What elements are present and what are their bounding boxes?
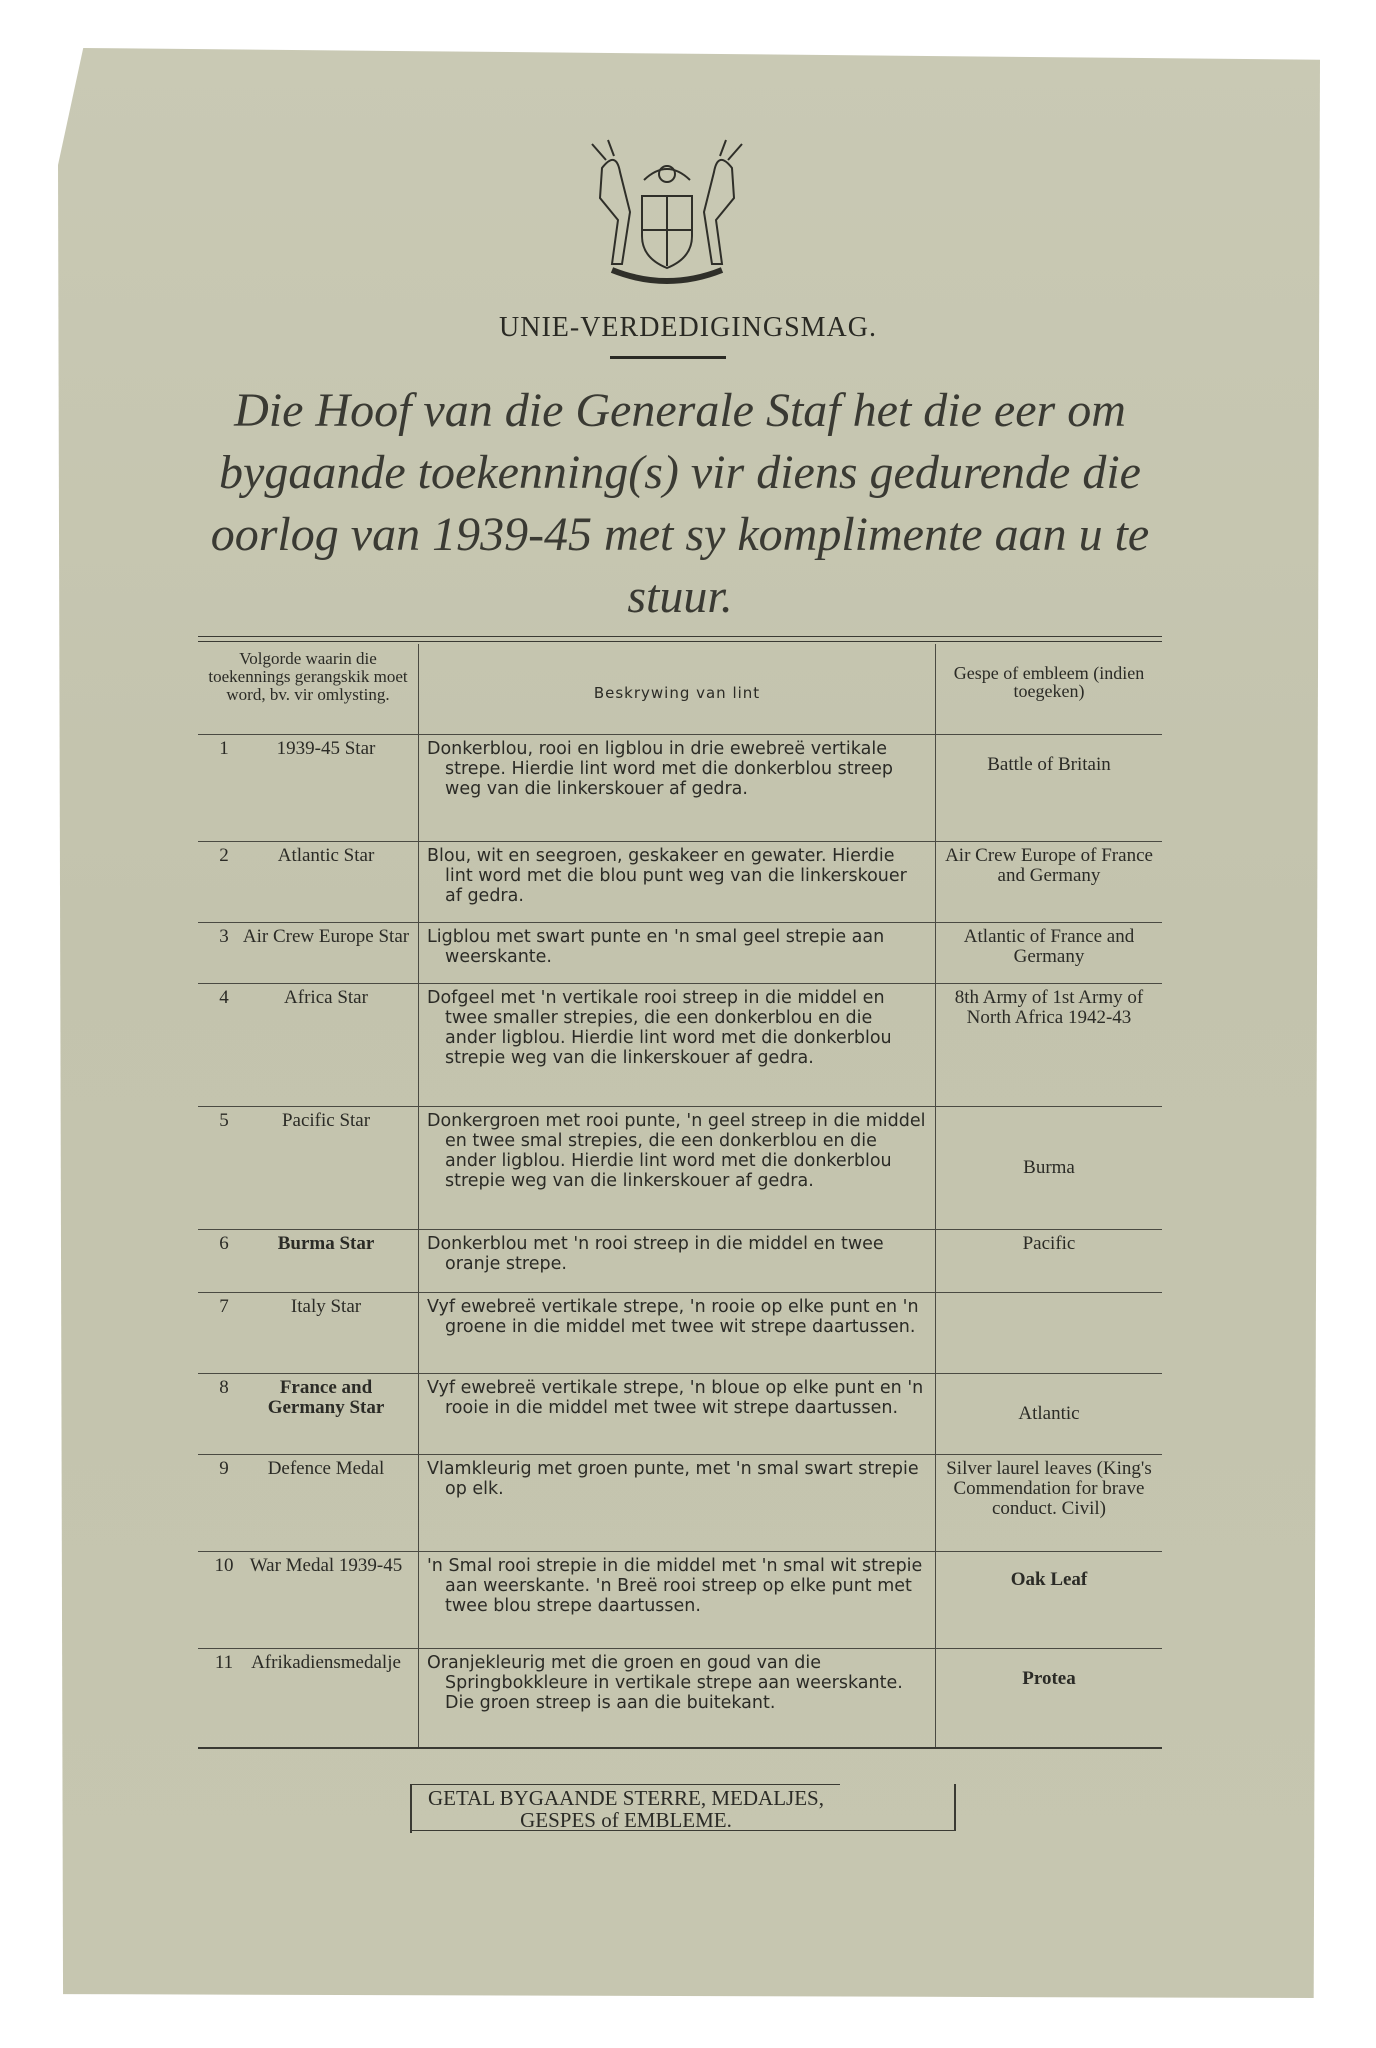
ribbon-description: Donkergroen met rooi punte, 'n geel streep in die middel en twee smal strepies, die een donkerblou en die ander ligblou. Hierdie lint word met die donkerblou strepie weg van die linkerskouer af gedra. (418, 1107, 936, 1229)
table-row (198, 1649, 1162, 1749)
awards-table (198, 644, 1162, 1749)
clasp-name: Burma (1023, 1157, 1075, 1178)
ribbon-description: Vyf ewebreë vertikale strepe, 'n rooie op elke punt en 'n groene in die middel met twee wit strepe daartussen. (418, 1293, 936, 1373)
award-name: War Medal 1939-45 (249, 1555, 403, 1576)
ribbon-description: 'n Smal rooi strepie in die middel met 'n smal wit strepie aan weerskante. 'n Breë rooi streep op elke punt met twee blou strepe daartussen. (418, 1552, 936, 1648)
award-name: Defence Medal (267, 1458, 385, 1479)
award-name: Atlantic Star (277, 845, 375, 866)
header-order: Volgorde waarin die toekennings gerangskik moet word, bv. vir omlysting. (208, 649, 408, 704)
clasp-name: Battle of Britain (987, 754, 1111, 775)
ribbon-description: Dofgeel met 'n vertikale rooi streep in die middel en twee smaller strepies, die een donkerblou en die ander ligblou. Hierdie lint word met die donkerblou strepie weg van die linkerskouer af gedra. (418, 984, 936, 1106)
row-number: 10 (214, 1555, 234, 1576)
row-number: 11 (214, 1652, 234, 1673)
table-row (198, 923, 1162, 984)
table-row (198, 1230, 1162, 1293)
ribbon-description: Vlamkleurig met groen punte, met 'n smal swart strepie op elk. (418, 1455, 936, 1551)
clasp-name (936, 1293, 1162, 1373)
row-number: 5 (219, 1110, 229, 1131)
table-row (198, 1293, 1162, 1374)
clasp-name: Protea (1022, 1668, 1076, 1689)
clasp-name: Air Crew Europe of France and Germany (945, 845, 1153, 886)
award-name: Africa Star (284, 987, 368, 1008)
clasp-name: 8th Army of 1st Army of North Africa 1942-43 (954, 987, 1144, 1028)
award-name: Air Crew Europe Star (242, 926, 410, 947)
row-number: 4 (219, 987, 229, 1008)
row-number: 8 (219, 1377, 229, 1398)
clasp-name: Atlantic of France and Germany (963, 926, 1135, 967)
row-number: 1 (219, 738, 229, 759)
union-coat-of-arms-icon (582, 138, 752, 286)
ribbon-description: Donkerblou, rooi en ligblou in drie ewebreë vertikale strepe. Hierdie lint word met die donkerblou streep weg van die linkerskouer af gedra. (418, 735, 936, 841)
table-row (198, 1107, 1162, 1230)
page-title: Die Hoof van die Generale Staf het die eer om bygaande toekenning(s) vir diens gedurende die oorlog van 1939-45 met sy komplimente aan u te stuur. (210, 384, 1150, 623)
row-number: 7 (219, 1296, 229, 1317)
header-description: Beskrywing van lint (418, 644, 936, 734)
table-row (198, 735, 1162, 842)
ribbon-description: Oranjekleurig met die groen en goud van die Springbokkleure in vertikale strepe aan weerskante. Die groen streep is aan die buitekant. (418, 1649, 936, 1747)
table-row (198, 1552, 1162, 1649)
award-name: Pacific Star (281, 1110, 371, 1131)
enclosure-count-box (410, 1784, 956, 1834)
clasp-name: Oak Leaf (1010, 1569, 1088, 1590)
award-name: Afrikadiensmedalje (251, 1652, 401, 1673)
ribbon-description: Blou, wit en seegroen, geskakeer en gewater. Hierdie lint word met die blou punt weg van die linkerskouer af gedra. (418, 842, 936, 922)
organization-heading: UNIE-VERDEDIGINGSMAG. (499, 312, 877, 343)
clasp-name: Pacific (1022, 1233, 1076, 1254)
row-number: 3 (219, 926, 229, 947)
ribbon-description: Donkerblou met 'n rooi streep in die middel en twee oranje strepe. (418, 1230, 936, 1292)
enclosure-count-label: GETAL BYGAANDE STERRE, MEDALJES, GESPES of EMBLEME. (410, 1784, 840, 1833)
count-box-end (954, 1784, 956, 1830)
table-row (198, 1455, 1162, 1552)
award-name: Burma Star (277, 1233, 375, 1254)
row-number: 9 (219, 1458, 229, 1479)
award-name: Italy Star (290, 1296, 362, 1317)
header-clasp: Gespe of embleem (indien toegeken) (953, 663, 1145, 701)
clasp-name: Silver laurel leaves (King's Commendation for brave conduct. Civil) (946, 1458, 1152, 1519)
ribbon-description: Vyf ewebreë vertikale strepe, 'n bloue op elke punt en 'n rooie in die middel met twee wit strepe daartussen. (418, 1374, 936, 1454)
table-header-row (198, 644, 1162, 735)
award-name: France and Germany Star (267, 1377, 385, 1418)
row-number: 2 (219, 845, 229, 866)
ribbon-description: Ligblou met swart punte en 'n smal geel strepie aan weerskante. (418, 923, 936, 983)
table-top-rule (198, 636, 1162, 642)
table-row (198, 984, 1162, 1107)
table-row (198, 1374, 1162, 1455)
heading-rule (610, 356, 726, 359)
count-entry-line (410, 1830, 956, 1831)
table-row (198, 842, 1162, 923)
clasp-name: Atlantic (1018, 1403, 1080, 1424)
row-number: 6 (219, 1233, 229, 1254)
award-name: 1939-45 Star (276, 738, 376, 759)
